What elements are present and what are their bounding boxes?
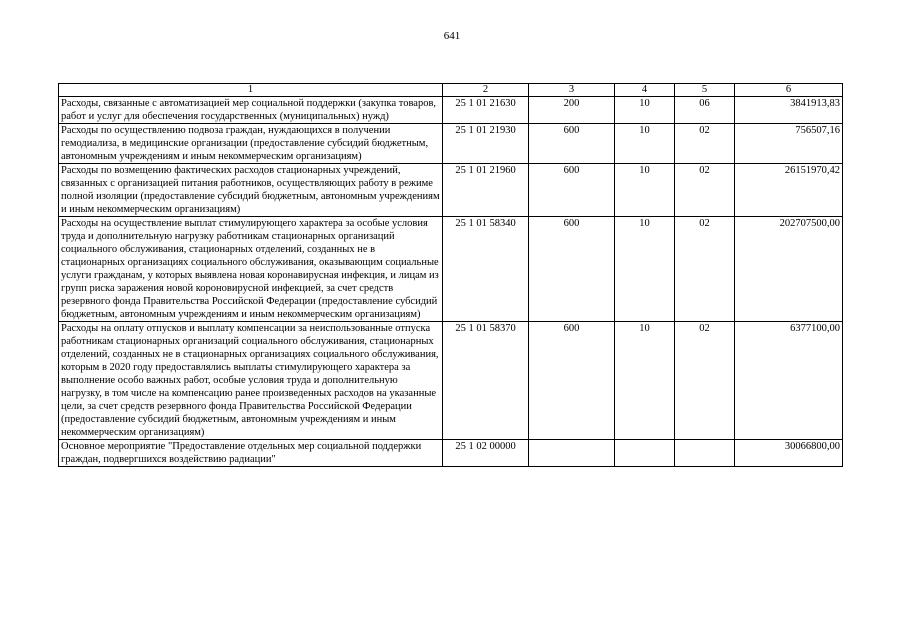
row-code: 25 1 01 58370 [443, 322, 529, 440]
row-description: Расходы на оплату отпусков и выплату компенсации за неиспользованные отпуска работникам стационарных организаций социального обслуживания, стационарных отделений, созданных не в стационарных организациях социального обслуживания, которым в 2020 году предоставлялись выплаты стимулирующего характера за выполнение особо важных работ, особые условия труда и дополнительную нагрузку, в том числе на компенсацию ранее произведенных расходов на указанные цели, за счет средств резервного фонда Правительства Российской Федерации (предоставление субсидий бюджетным, автономным учреждениям и иным некоммерческим организациям) [59, 322, 443, 440]
header-col-1: 1 [59, 84, 443, 97]
row-description: Расходы по возмещению фактических расходов стационарных учреждений, связанных с организацией питания работников, осуществляющих работу в режиме полной изоляции (предоставление субсидий бюджетным, автономным учреждениям и иным некоммерческим организациям) [59, 164, 443, 217]
row-amount: 26151970,42 [735, 164, 843, 217]
table-row [59, 164, 843, 217]
row-amount: 6377100,00 [735, 322, 843, 440]
row-type: 200 [529, 97, 615, 124]
row-subsection [675, 440, 735, 467]
table-row [59, 322, 843, 440]
row-code: 25 1 01 21960 [443, 164, 529, 217]
row-description: Расходы по осуществлению подвоза граждан, нуждающихся в получении гемодиализа, в медицинские организации (предоставление субсидий бюджетным, автономным учреждениям и иным некоммерческим организациям) [59, 124, 443, 164]
table-row [59, 217, 843, 322]
page-number: 641 [443, 30, 461, 42]
row-section: 10 [615, 97, 675, 124]
row-section: 10 [615, 322, 675, 440]
row-amount: 202707500,00 [735, 217, 843, 322]
header-col-6: 6 [735, 84, 843, 97]
table-row [59, 440, 843, 467]
header-row [59, 84, 843, 97]
row-code: 25 1 02 00000 [443, 440, 529, 467]
row-subsection: 06 [675, 97, 735, 124]
row-amount: 30066800,00 [735, 440, 843, 467]
row-subsection: 02 [675, 217, 735, 322]
row-type: 600 [529, 322, 615, 440]
table-row [59, 124, 843, 164]
row-description: Основное мероприятие "Предоставление отдельных мер социальной поддержки граждан, подвергшихся воздействию радиации" [59, 440, 443, 467]
row-code: 25 1 01 21630 [443, 97, 529, 124]
row-type [529, 440, 615, 467]
row-description: Расходы на осуществление выплат стимулирующего характера за особые условия труда и дополнительную нагрузку работникам стационарных организаций социального обслуживания, стационарных отделений, созданных не в стационарных организациях социального обслуживания, оказывающим социальные услуги гражданам, у которых выявлена новая коронавирусная инфекция, и лицам из групп риска заражения новой короновирусной инфекцией, за счет средств резервного фонда Правительства Российской Федерации (предоставление субсидий бюджетным, автономным учреждениям и иным некоммерческим организациям) [59, 217, 443, 322]
row-amount: 756507,16 [735, 124, 843, 164]
row-type: 600 [529, 124, 615, 164]
row-section [615, 440, 675, 467]
row-code: 25 1 01 58340 [443, 217, 529, 322]
header-col-2: 2 [443, 84, 529, 97]
budget-table [58, 83, 843, 467]
row-code: 25 1 01 21930 [443, 124, 529, 164]
header-col-3: 3 [529, 84, 615, 97]
row-amount: 3841913,83 [735, 97, 843, 124]
row-subsection: 02 [675, 164, 735, 217]
header-col-4: 4 [615, 84, 675, 97]
row-section: 10 [615, 217, 675, 322]
row-section: 10 [615, 164, 675, 217]
row-subsection: 02 [675, 124, 735, 164]
row-subsection: 02 [675, 322, 735, 440]
row-section: 10 [615, 124, 675, 164]
header-col-5: 5 [675, 84, 735, 97]
row-type: 600 [529, 217, 615, 322]
row-description: Расходы, связанные с автоматизацией мер социальной поддержки (закупка товаров, работ и услуг для обеспечения государственных (муниципальных) нужд) [59, 97, 443, 124]
table-row [59, 97, 843, 124]
row-type: 600 [529, 164, 615, 217]
